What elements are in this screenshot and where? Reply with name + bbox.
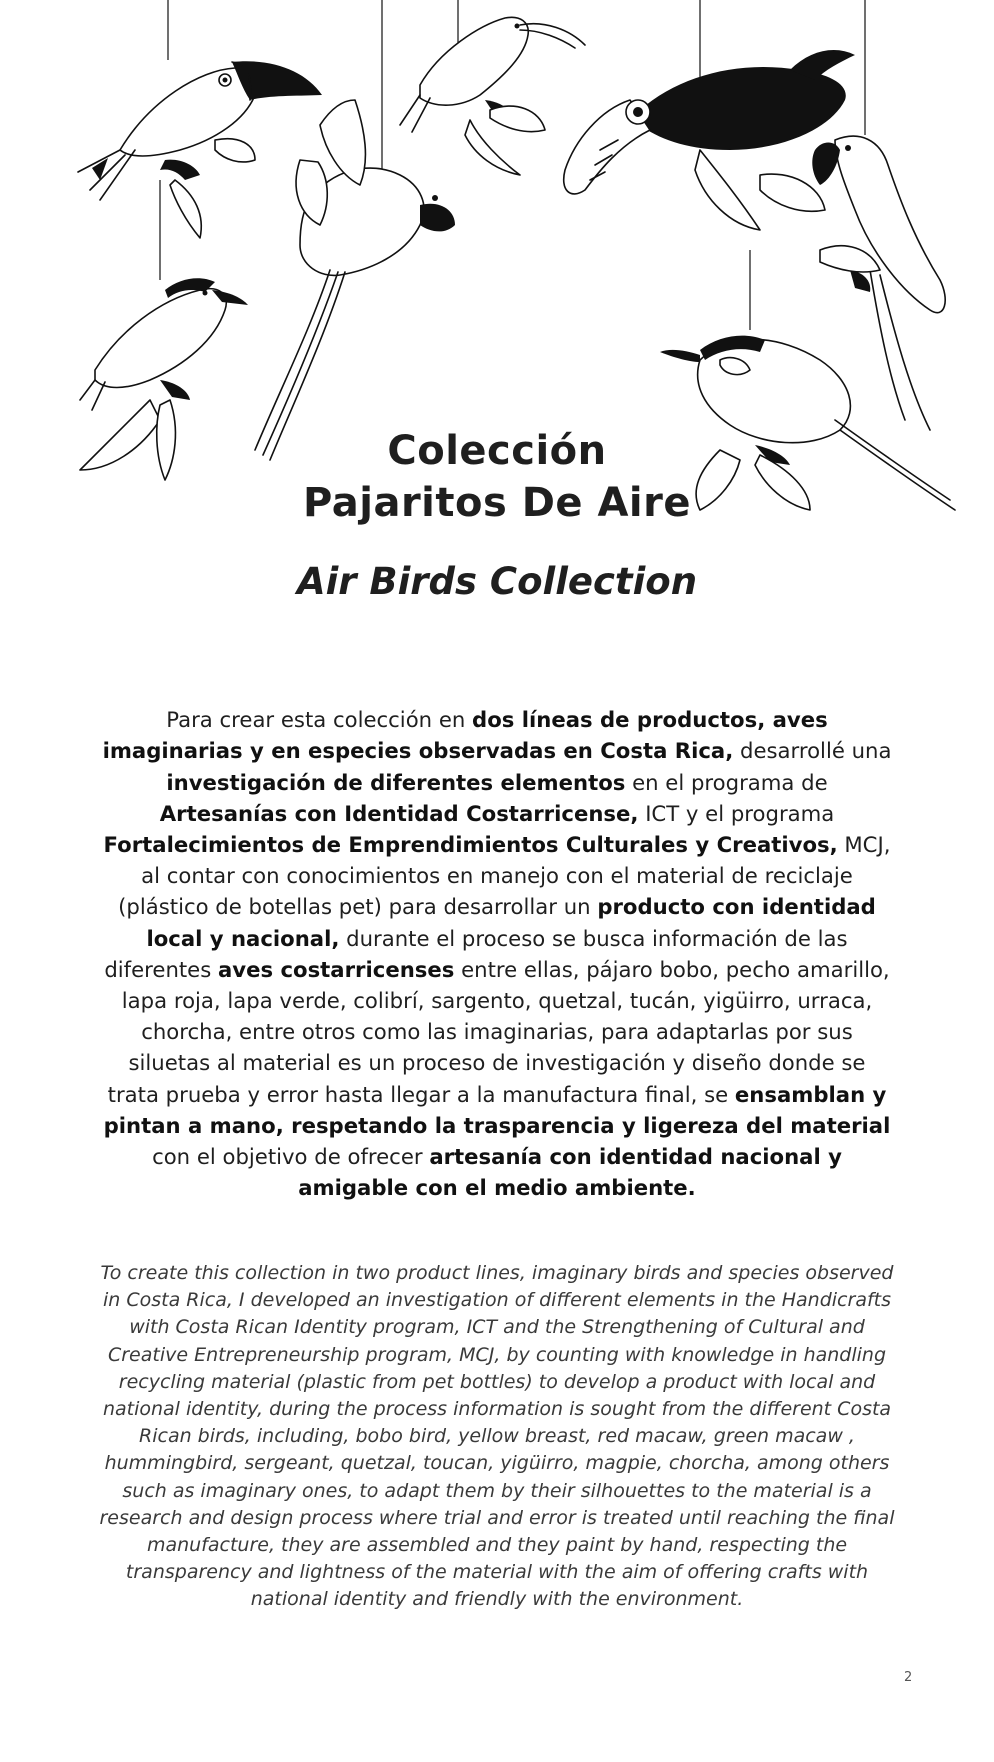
title-line-1: Colección: [387, 428, 607, 474]
bold-text-segment: dos líneas de productos, aves imaginarias y en especies observadas en Costa Rica,: [102, 707, 828, 764]
text-segment: ICT y el programa: [638, 800, 835, 826]
macaw-center-bird: [255, 100, 455, 460]
text-segment: desarrollé una: [733, 738, 892, 764]
black-toucan-bird: [564, 50, 855, 230]
bold-text-segment: artesanía con identidad nacional y amigable con el medio ambiente.: [298, 1144, 842, 1201]
subtitle-english: Air Birds Collection: [296, 560, 698, 603]
bold-text-segment: aves costarricenses: [217, 956, 455, 982]
english-description: To create this collection in two product lines, imaginary birds and species observed in Costa Rica, I developed an investigation of different elements in the Handicrafts with Costa Rican Identity program, ICT and the Strengthening of Cultural and Creative Entrepreneurship program, MCJ, by counting with knowledge in handling recycling material (plastic from pet bottles) to develop a product with local and national identity, during the process information is sought from the different Costa Rican birds, including, bobo bird, yellow breast, red macaw, green macaw , hummingbird, sergeant, quetzal, toucan, yigüirro, magpie, chorcha, among others such as imaginary ones, to adapt them by their silhouettes to the material is a research and design process where trial and error is treated until reaching the final manufacture, they are assembled and they paint by hand, respecting the transparency and lightness of the material with the aim of offering crafts with national identity and friendly with the environment.: [99, 1262, 895, 1611]
spanish-description: [100, 704, 894, 1203]
bold-text-segment: Artesanías con Identidad Costarricense,: [159, 800, 639, 826]
title-line-2: Pajaritos De Aire: [303, 480, 691, 526]
text-segment: con el objetivo de ofrecer: [152, 1144, 430, 1170]
text-segment: MCJ, al contar con conocimientos en manejo con el material de reciclaje (plástico de botellas pet) para desarrollar un: [118, 832, 891, 920]
bold-text-segment: producto con identidad local y nacional,: [146, 894, 876, 951]
text-segment: Para crear esta colección en: [166, 707, 473, 733]
text-segment: en el programa de: [625, 769, 828, 795]
bold-text-segment: investigación de diferentes elementos: [166, 769, 626, 795]
bold-text-segment: Fortalecimientos de Emprendimientos Culturales y Creativos,: [103, 832, 838, 857]
small-bird-top-center: [400, 17, 585, 175]
page-number: 2: [904, 1670, 913, 1685]
text-segment: durante el proceso se busca información de las diferentes: [104, 925, 848, 982]
text-segment: entre ellas, pájaro bobo, pecho amarillo, lapa roja, lapa verde, colibrí, sargento, quetzal, tucán, yigüirro, urraca, chorcha, entre otros como las imaginarias, para adaptarlas por sus siluetas al material es un proceso de investigación y diseño donde se trata prueba y error hasta llegar a la manufactura final, se: [107, 956, 890, 1107]
toucan-left-bird: [78, 61, 322, 238]
bold-text-segment: ensamblan y pintan a mano, respetando la trasparencia y ligereza del material: [103, 1081, 891, 1138]
